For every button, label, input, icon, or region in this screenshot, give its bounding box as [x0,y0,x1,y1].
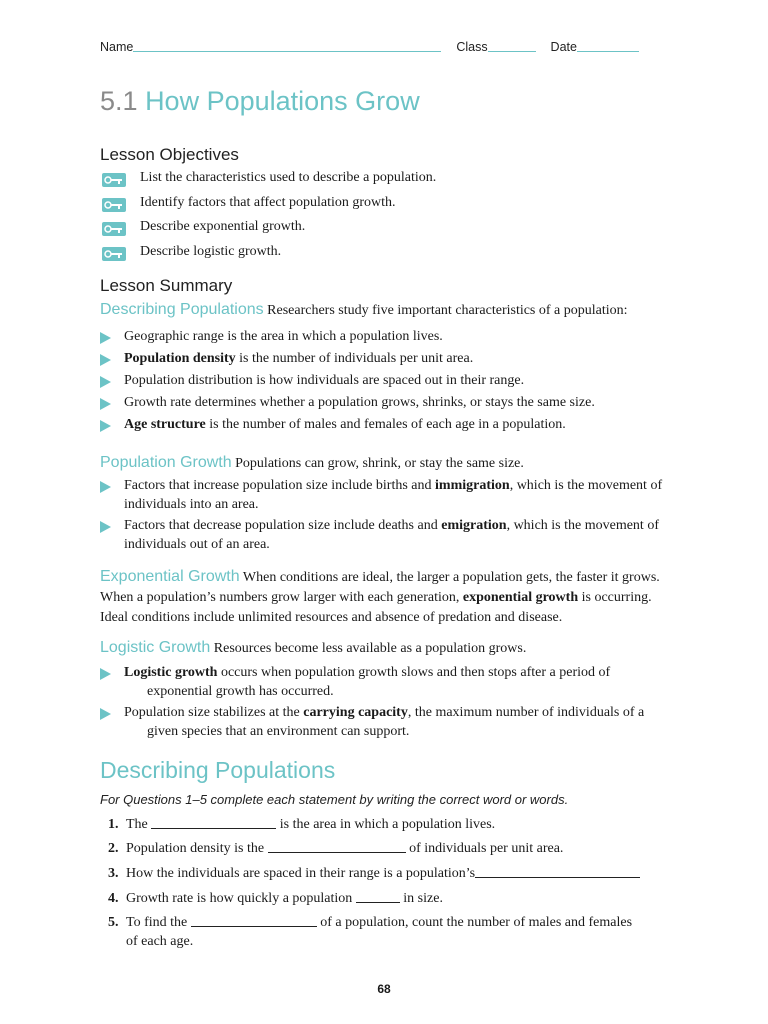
lesson-number: 5.1 [100,86,138,116]
answer-blank[interactable] [151,816,276,829]
logistic-growth-lead: Logistic Growth [100,639,211,656]
answer-blank[interactable] [475,865,640,878]
question-5 [108,913,668,951]
key-icon [102,198,126,212]
bullet-term: emigration [441,518,507,533]
bullet-text: Population size stabilizes at the [124,705,304,720]
bullet-text: is the number of males and females of each age in a population. [205,417,566,432]
objective-text: Describe exponential growth. [140,219,306,234]
key-icon [102,222,126,236]
exponential-growth-term: exponential growth [462,590,579,605]
objective-text: Identify factors that affect population growth. [140,194,396,210]
question-text: of individuals per unit area. [405,841,564,856]
exponential-growth-lead: Exponential Growth [100,568,240,585]
objective-item [100,219,700,244]
question-number: 2. [108,841,119,856]
bullet-text: is the number of individuals per unit area. [235,351,474,366]
bullet-arrow-icon [100,481,111,493]
bullet-arrow-icon [100,420,111,432]
bullet-arrow-icon [100,332,111,344]
worksheet-header [100,39,660,54]
bullet-term: Logistic growth [124,665,218,680]
answer-blank[interactable] [191,914,317,927]
bullet-text: Geographic range is the area in which a population lives. [124,329,443,344]
bullet-text: occurs when population growth slows and then stops after a period of exponential growth has occurred. [147,665,611,699]
answer-blank[interactable] [356,890,400,903]
bullet-term: Population density [124,351,236,366]
question-3 [108,864,668,883]
objective-item [100,244,700,269]
question-text: How the individuals are spaced in their range is a population’s [126,866,476,881]
class-label: Class [456,40,488,54]
exponential-growth-text: When conditions are ideal, the larger a population gets, the faster it grows. When a population’s numbers grow larger with each generation, [100,570,660,605]
population-growth-text: Populations can grow, shrink, or stay the same size. [235,456,524,471]
exponential-growth-text-end: is occurring. Ideal conditions include unlimited resources and absence of predation and disease. [100,590,652,625]
bullet-item [100,349,665,368]
logistic-growth-paragraph [100,638,665,659]
key-icon [102,173,126,187]
objective-text: Describe logistic growth. [140,243,282,259]
question-2 [108,839,668,858]
question-text: The [126,817,152,832]
bullet-item [100,327,665,346]
answer-blank[interactable] [268,840,406,853]
question-1 [108,815,668,834]
population-growth-lead: Population Growth [100,454,232,471]
class-blank[interactable] [488,39,536,52]
objectives-heading: Lesson Objectives [100,145,239,164]
bullet-text: Factors that decrease population size include deaths and [124,518,442,533]
bullet-arrow-icon [100,708,111,720]
question-text: Population density is the [126,841,268,856]
date-blank[interactable] [577,39,639,52]
objective-text: List the characteristics used to describe a population. [140,170,437,185]
describing-populations-text: Researchers study five important characteristics of a population: [267,303,628,318]
questions-instructions: For Questions 1–5 complete each statement by writing the correct word or words. [100,792,569,807]
bullet-item [100,393,665,412]
bullet-text: Population distribution is how individuals are spaced out in their range. [124,373,525,388]
bullet-arrow-icon [100,354,111,366]
objective-item [100,195,700,220]
bullet-text: , which is the movement of individuals out of an area. [124,518,659,552]
bullet-arrow-icon [100,521,111,533]
bullet-arrow-icon [100,398,111,410]
exponential-growth-paragraph [100,567,665,628]
question-text: To find the [126,915,191,930]
question-text: of a population, count the number of males and females [316,915,633,930]
bullet-item [100,371,665,390]
bullet-text: Factors that increase population size include births and [124,478,436,493]
bullet-arrow-icon [100,668,111,680]
bullet-term: Age structure [124,417,206,432]
bullet-item [100,476,665,514]
bullet-arrow-icon [100,376,111,388]
questions-heading: Describing Populations [100,757,336,783]
summary-heading: Lesson Summary [100,276,233,295]
question-number: 4. [108,891,119,906]
name-label: Name [100,40,134,54]
question-text: Growth rate is how quickly a population [126,891,356,906]
objectives-list [100,170,700,268]
bullet-term: immigration [435,478,510,493]
question-number: 5. [108,915,119,930]
bullet-item [100,663,665,701]
page-number: 68 [377,982,391,996]
bullet-text: , the maximum number of individuals of a given species that an environment can support. [147,705,645,739]
bullet-item [100,415,665,434]
question-number: 1. [108,817,119,832]
objective-item [100,170,700,195]
logistic-growth-text: Resources become less available as a population grows. [213,641,527,656]
describing-populations-lead: Describing Populations [100,301,264,318]
bullet-text: Growth rate determines whether a population grows, shrinks, or stays the same size. [124,395,595,410]
bullet-item [100,516,665,554]
question-text: in size. [399,891,443,906]
date-label: Date [550,40,577,54]
bullet-term: carrying capacity [303,705,408,720]
population-growth-paragraph [100,453,665,474]
describing-populations-paragraph [100,300,665,321]
question-text-continued: of each age. [126,934,194,949]
bullet-item [100,703,665,741]
question-text: is the area in which a population lives. [276,817,496,832]
key-icon [102,247,126,261]
question-number: 3. [108,866,119,881]
bullet-text: , which is the movement of individuals into an area. [124,478,663,512]
name-blank[interactable] [133,39,441,52]
question-4 [108,889,668,908]
lesson-name: How Populations Grow [145,86,420,116]
lesson-title [100,86,420,117]
